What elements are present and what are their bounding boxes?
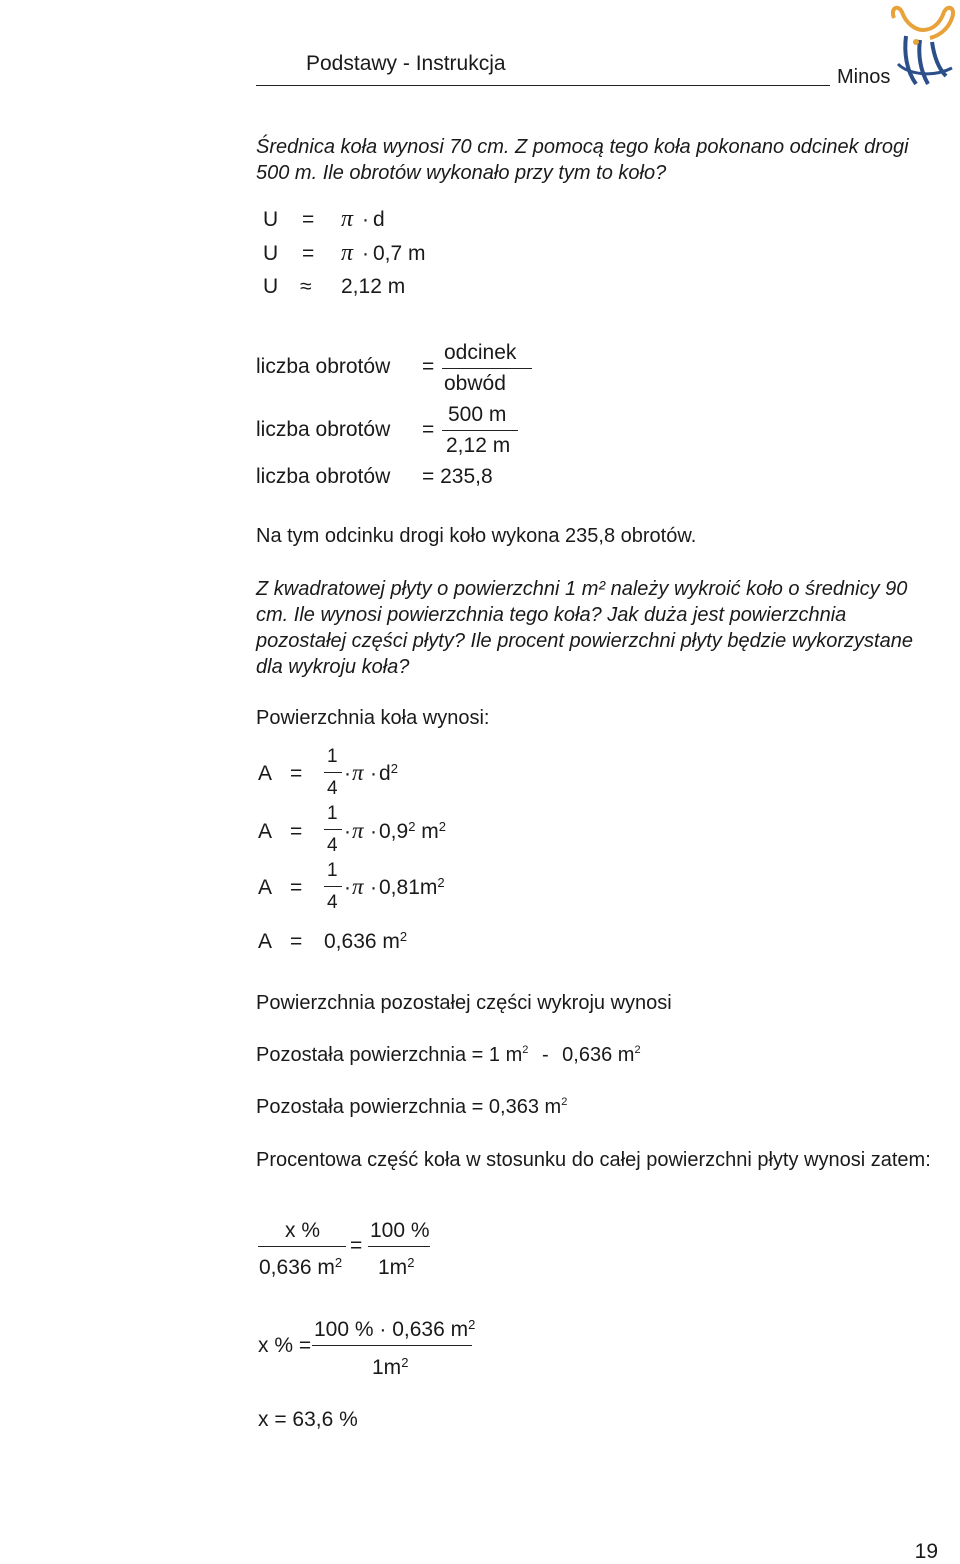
circ-var-3: U [263,275,279,298]
pct-frac-line-left [258,1246,346,1247]
pct-den2 [372,1356,408,1380]
area-dot-2a: · [344,820,351,843]
rev-eq-2: = [422,418,435,441]
pct-den-left-sq: 2 [334,1254,343,1270]
area-four-2: 4 [327,835,338,856]
percent-intro: Procentowa część koła w stosunku do całej powierzchni płyty wynosi zatem: [256,1149,931,1171]
pct-eq: = [350,1234,363,1257]
area-frac-line-3 [324,886,342,887]
remaining-1-sq-a: 2 [522,1044,529,1057]
pct-num-left: x % [285,1219,321,1242]
rev-frac-line-1 [442,368,532,369]
area-pi-2: π [352,818,364,843]
area-intro: Powierzchnia koła wynosi: [256,707,490,729]
pct-den-left-value: 0,636 m [259,1256,335,1279]
rev-label-1: liczba obrotów [256,355,391,378]
rev-num-1: odcinek [444,341,517,364]
area-09: 0,9 [379,820,409,843]
area-four-1: 4 [327,778,338,799]
circ-eq-1: = [302,208,315,231]
problem1-question: Średnica koła wynosi 70 cm. Z pomocą tego koła pokonano odcinek drogi 500 m. Ile obrotów wykonało przy tym to koło? [256,136,909,184]
pct-frac-line-right [368,1246,430,1247]
area-081: 0,81m [379,876,438,899]
pct-num2 [314,1318,475,1342]
pct-den2-value: 1m [372,1356,402,1379]
rev-den-2: 2,12 m [446,434,511,457]
problem1-answer: Na tym odcinku drogi koło wykona 235,8 obrotów. [256,525,697,547]
circ-pi-2: π [341,240,354,266]
remaining-1-sq-b: 2 [634,1044,641,1057]
rev-label-3: liczba obrotów [256,465,391,488]
problem2-question: Z kwadratowej płyty o powierzchni 1 m² należy wykroić koło o średnicy 90 cm. Ile wynosi powierzchnia tego koła? Jak duża jest powierzchnia pozostałej części płyty? Ile procent powierzchni płyty będzie wykorzystane dla wykroju koła? [256,578,913,678]
area-sq-4: 2 [399,928,408,944]
rev-eq-1: = [422,355,435,378]
page-number: 19 [914,1540,938,1563]
area-dot-1a: · [344,762,351,785]
area-var-2: A [258,820,273,843]
area-one-2: 1 [327,803,338,824]
circ-dot-1: · [362,208,369,231]
area-frac-line-2 [324,829,342,830]
rev-num-2: 500 m [448,403,507,426]
area-result-value: 0,636 m [324,930,400,953]
remaining-line-2 [256,1096,567,1119]
circ-var-2: U [263,242,279,265]
area-dot-3a: · [344,876,351,899]
pct-num-right: 100 % [370,1219,430,1242]
remaining-1-minus: - [541,1044,549,1066]
rev-label-2: liczba obrotów [256,418,391,441]
pct-num2-dot: · [379,1318,387,1341]
remaining-intro: Powierzchnia pozostałej części wykroju wynosi [256,992,672,1014]
area-frac-line-1 [324,772,342,773]
circ-pi-1: π [341,206,354,232]
area-var-3: A [258,876,273,899]
remaining-2-sq: 2 [561,1096,568,1109]
rev-den-1: obwód [444,372,506,395]
header-rule [256,85,830,86]
pct-frac-line-2 [312,1345,472,1346]
pct-num2-sq: 2 [468,1316,476,1332]
area-eq-3: = [290,876,303,899]
rev-frac-line-2 [442,430,518,431]
area-sq-2b: 2 [438,818,447,834]
pct-den-right-value: 1m [378,1256,408,1279]
area-one-3: 1 [327,860,338,881]
circ-val-2: 2,12 m [341,275,406,298]
pct-den-right [378,1256,414,1280]
header-brand: Minos [837,66,891,88]
circ-var-1: U [263,208,279,231]
circ-eq-2: = [302,242,315,265]
pct-den-right-sq: 2 [407,1254,415,1270]
minos-bull-logo-icon [888,4,958,90]
circ-approx: ≈ [300,275,312,298]
area-dot-1b: · [370,762,377,785]
pct-num2-a: 100 % [314,1318,374,1341]
area-pi-1: π [352,760,364,785]
area-term-3 [379,876,445,900]
circ-val-1: 0,7 m [373,242,426,265]
area-m: m [421,820,439,843]
header-title: Podstawy - Instrukcja [306,52,506,75]
area-var-4: A [258,930,273,953]
area-sq-3: 2 [437,874,445,890]
area-sq-1: 2 [390,760,398,776]
circ-dot-2: · [362,242,369,265]
circ-d: d [373,208,385,231]
area-term-2 [379,820,446,844]
area-pi-3: π [352,874,364,899]
area-result [324,930,407,954]
pct-final: x = 63,6 % [258,1408,358,1431]
pct-num2-b: 0,636 m [392,1318,469,1341]
area-dot-2b: · [370,820,377,843]
area-eq-4: = [290,930,303,953]
area-var-1: A [258,762,273,785]
remaining-1-tail: 0,636 m [562,1044,635,1066]
area-term-1 [379,762,398,786]
remaining-1-text: Pozostała powierzchnia = 1 m [256,1044,523,1066]
pct-x-lhs: x % = [258,1334,312,1357]
area-eq-2: = [290,820,303,843]
pct-den-left [259,1256,342,1280]
area-sq-2a: 2 [408,818,416,834]
area-dot-3b: · [370,876,377,899]
rev-result: = 235,8 [422,465,493,488]
area-d: d [379,762,391,785]
area-eq-1: = [290,762,303,785]
area-one-1: 1 [327,746,338,767]
remaining-2-text: Pozostała powierzchnia = 0,363 m [256,1096,562,1118]
pct-den2-sq: 2 [401,1354,409,1370]
remaining-line-1 [256,1044,641,1067]
area-four-3: 4 [327,892,338,913]
